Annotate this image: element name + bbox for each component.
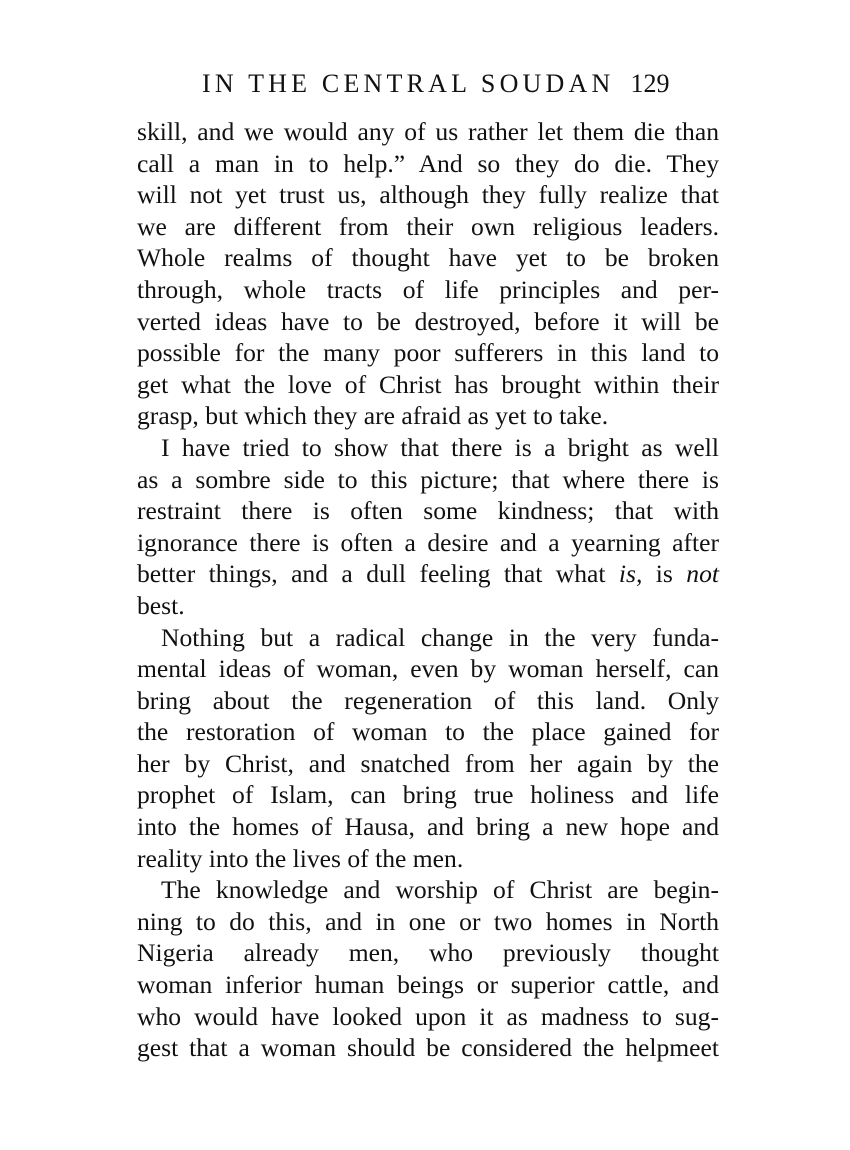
text-line: who would have looked upon it as madness to sug- [137,1001,719,1031]
text-line: her by Christ, and snatched from her again by the [137,748,719,778]
text-line: as a sombre side to this picture; that where there is [137,464,719,494]
text-line: get what the love of Christ has brought within their [137,369,719,399]
text-line: woman inferior human beings or superior cattle, and [137,970,719,1000]
text-line: mental ideas of woman, even by woman herself, can [137,654,719,684]
text-line: Nigeria already men, who previously thought [137,938,719,968]
text-line: into the homes of Hausa, and bring a new hope and [137,812,719,842]
running-title: IN THE CENTRAL SOUDAN [202,69,615,98]
text-line: the restoration of woman to the place gained for [137,717,719,747]
text-line: bring about the regeneration of this land. Only [137,685,719,715]
text-line: ning to do this, and in one or two homes in North [137,906,719,936]
text-line: best. [137,590,185,620]
text-line: possible for the many poor sufferers in this land to [137,338,719,368]
text-line: Nothing but a radical change in the very funda- [161,622,719,652]
text-line: call a man in to help.” And so they do die. They [137,148,719,178]
text-line: I have tried to show that there is a bright as well [161,432,719,462]
text-line: grasp, but which they are afraid as yet to take. [137,401,609,431]
text-line: better things, and a dull feeling that what is, is not [137,559,719,589]
text-line: verted ideas have to be destroyed, before it will be [137,306,719,336]
text-line: through, whole tracts of life principles and per- [137,274,719,304]
text-line: restraint there is often some kindness; that with [137,496,719,526]
running-head [202,64,722,104]
text-line: reality into the lives of the men. [137,843,464,873]
page-number: 129 [630,69,670,98]
text-line: we are different from their own religious leaders. [137,211,719,241]
text-line: prophet of Islam, can bring true holiness and life [137,780,719,810]
text-line: will not yet trust us, although they fully realize that [137,180,719,210]
text-line: skill, and we would any of us rather let them die than [137,117,719,146]
body-text [137,116,719,1064]
text-line: gest that a woman should be considered the helpmeet [137,1033,719,1063]
text-line: ignorance there is often a desire and a yearning after [137,527,719,557]
text-line: The knowledge and worship of Christ are begin- [161,875,719,905]
text-line: Whole realms of thought have yet to be broken [137,243,719,273]
